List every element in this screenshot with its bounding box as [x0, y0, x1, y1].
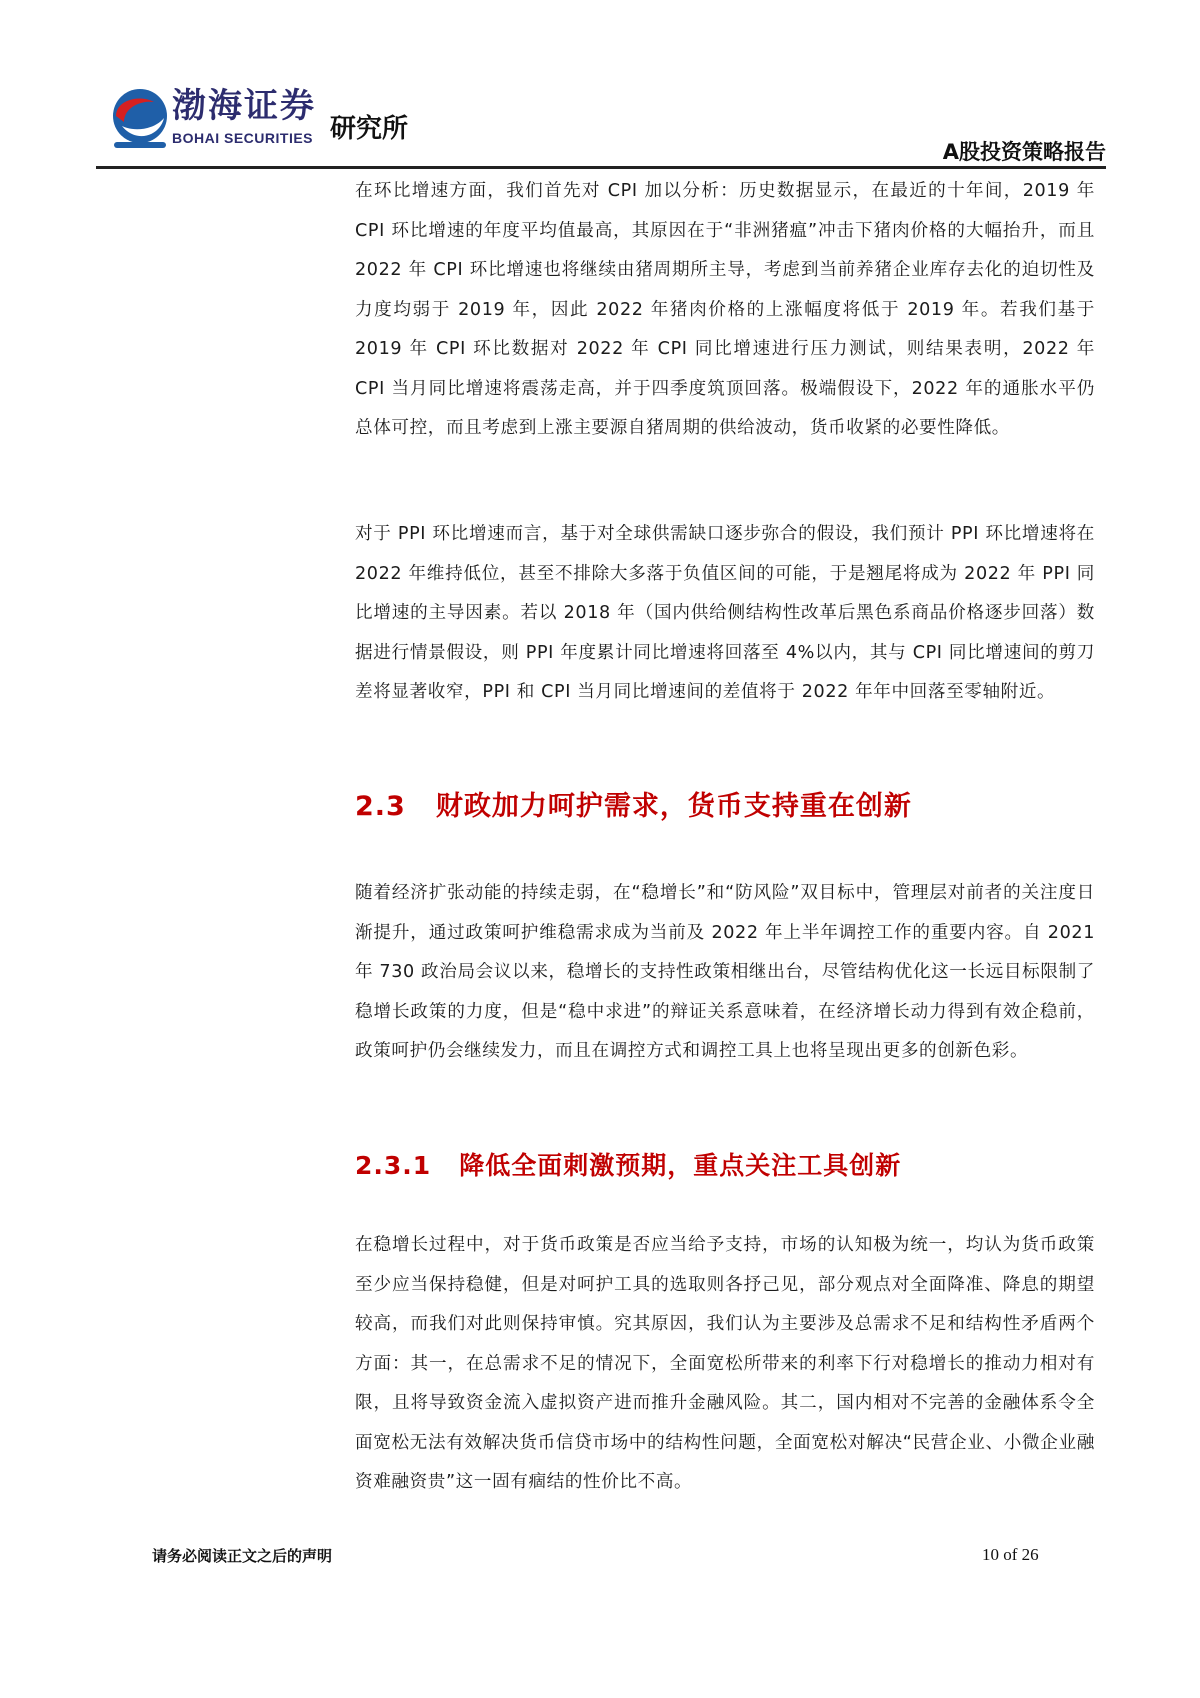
page-number: 10 of 26 — [982, 1545, 1039, 1564]
paragraph-monetary-tools: 在稳增长过程中，对于货币政策是否应当给予支持，市场的认知极为统一，均认为货币政策至少应当保持稳健，但是对呵护工具的选取则各抒己见，部分观点对全面降准、降息的期望较高，而我们对此则保持审慎。究其原因，我们认为主要涉及总需求不足和结构性矛盾两个方面：其一，在总需求不足的情况下，全面宽松所带来的利率下行对稳增长的推动力相对有限，且将导致资金流入虚拟资产进而推升金融风险。其二，国内相对不完善的金融体系令全面宽松无法有效解决货币信贷市场中的结构性问题，全面宽松对解决“民营企业、小微企业融资难融资贵”这一固有痼结的性价比不高。 — [355, 1235, 1095, 1492]
section-number: 2.3 — [355, 791, 406, 822]
report-type-title: A股投资策略报告 — [942, 140, 1106, 164]
paragraph-ppi-analysis: 对于 PPI 环比增速而言，基于对全球供需缺口逐步弥合的假设，我们预计 PPI 环比增速将在 2022 年维持低位，甚至不排除大多落于负值区间的可能，于是翘尾将成为 2022 年 PPI 同比增速的主导因素。若以 2018 年（国内供给侧结构性改革后黑色系商品价格逐步回落）数据进行情景假设，则 PPI 年度累计同比增速将回落至 4%以内，其与 CPI 同比增速间的剪刀差将显著收窄，PPI 和 CPI 当月同比增速间的差值将于 2022 年年中回落至零轴附近。 — [355, 524, 1095, 702]
subsection-title: 降低全面刺激预期，重点关注工具创新 — [459, 1151, 902, 1180]
brand-name-en: BOHAI SECURITIES — [172, 130, 314, 146]
section-heading-2-3-1 — [355, 1146, 901, 1182]
subsection-number: 2.3.1 — [355, 1151, 432, 1180]
disclaimer-note: 请务必阅读正文之后的声明 — [152, 1547, 333, 1565]
header-divider — [96, 166, 1106, 169]
paragraph-cpi-analysis: 在环比增速方面，我们首先对 CPI 加以分析：历史数据显示，在最近的十年间，2019 年 CPI 环比增速的年度平均值最高，其原因在于“非洲猪瘟”冲击下猪肉价格的大幅抬升，而且 2022 年 CPI 环比增速也将继续由猪周期所主导，考虑到当前养猪企业库存去化的迫切性及力度均弱于 2019 年，因此 2022 年猪肉价格的上涨幅度将低于 2019 年。若我们基于 2019 年 CPI 环比数据对 2022 年 CPI 同比增速进行压力测试，则结果表明，2022 年 CPI 当月同比增速将震荡走高，并于四季度筑顶回落。极端假设下，2022 年的通胀水平仍总体可控，而且考虑到上涨主要源自猪周期的供给波动，货币收紧的必要性降低。 — [355, 181, 1095, 438]
section-title: 财政加力呵护需求，货币支持重在创新 — [435, 791, 912, 822]
section-heading-2-3 — [355, 784, 912, 823]
page-header — [0, 0, 1200, 168]
institute-label: 研究所 — [330, 114, 409, 144]
bohai-logo-icon — [110, 86, 170, 150]
brand-name-cn: 渤海证券 — [172, 86, 316, 126]
paragraph-policy-support: 随着经济扩张动能的持续走弱，在“稳增长”和“防风险”双目标中，管理层对前者的关注度日渐提升，通过政策呵护维稳需求成为当前及 2022 年上半年调控工作的重要内容。自 2021 年 730 政治局会议以来，稳增长的支持性政策相继出台，尽管结构优化这一长远目标限制了稳增长政策的力度，但是“稳中求进”的辩证关系意味着，在经济增长动力得到有效企稳前，政策呵护仍会继续发力，而且在调控方式和调控工具上也将呈现出更多的创新色彩。 — [355, 883, 1095, 1061]
